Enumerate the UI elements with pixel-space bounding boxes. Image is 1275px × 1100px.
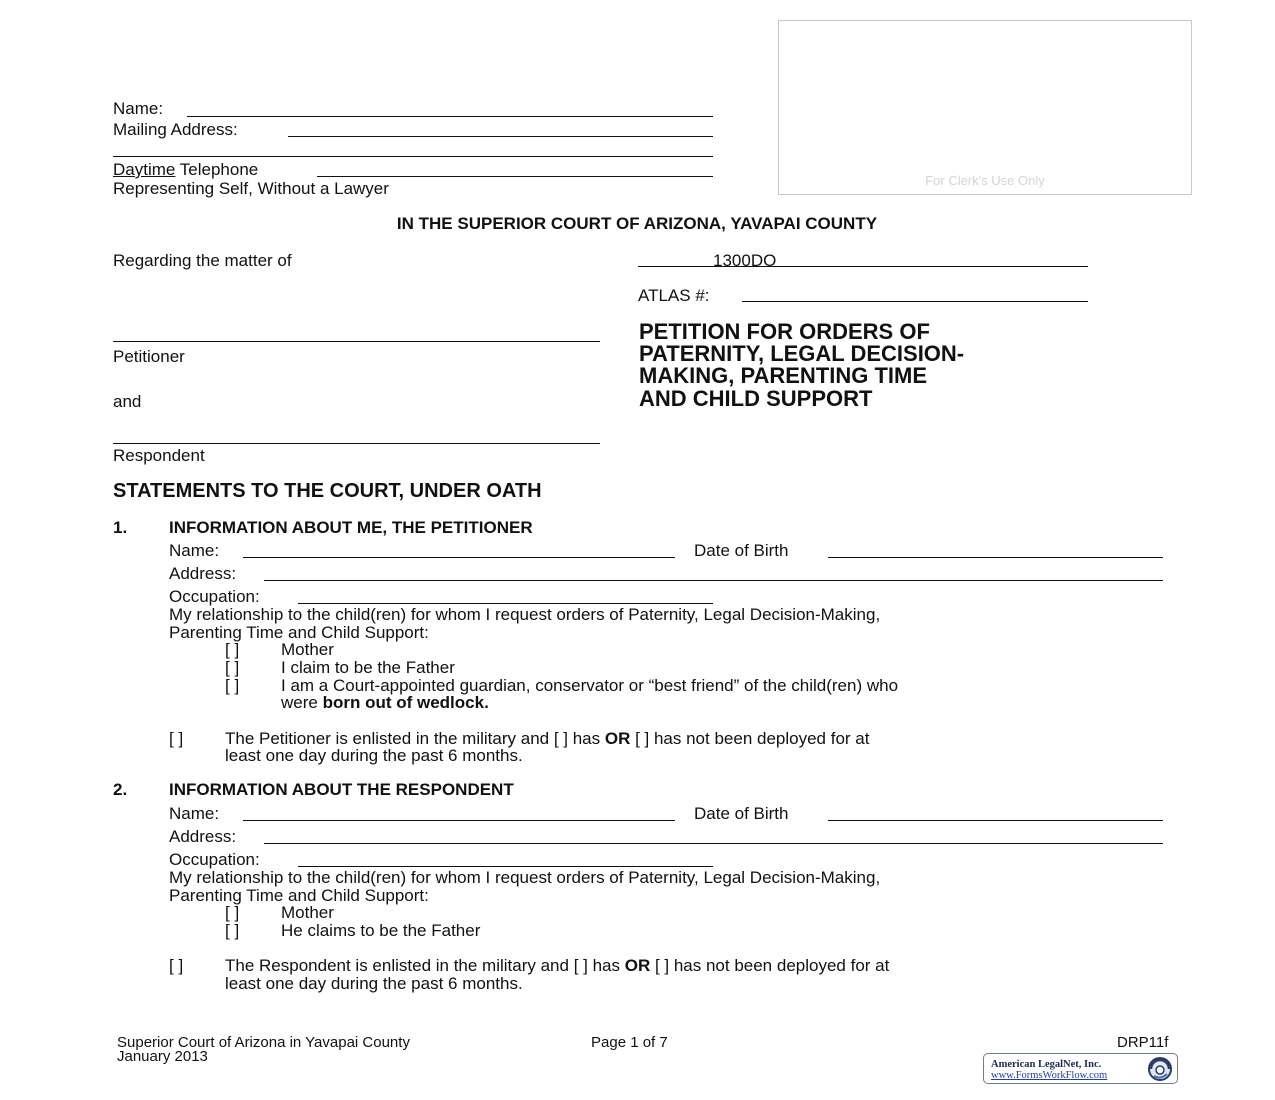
- respondent-dob-field[interactable]: [828, 820, 1163, 821]
- petitioner-name-label: Name:: [169, 541, 220, 560]
- petitioner-occupation-field[interactable]: [298, 603, 713, 604]
- respondent-address-label: Address:: [169, 827, 237, 846]
- footer-form-code: DRP11f: [1117, 1034, 1169, 1051]
- option-he-claims-father: He claims to be the Father: [281, 921, 481, 940]
- clerk-use-label: For Clerk's Use Only: [925, 173, 1045, 188]
- option-guardian: I am a Court-appointed guardian, conservator or “best friend” of the child(ren) who: [281, 676, 899, 695]
- petitioner-dob-field[interactable]: [828, 557, 1163, 558]
- petitioner-dob-label: Date of Birth: [694, 541, 789, 560]
- option-guardian-continuation: were born out of wedlock.: [281, 693, 489, 712]
- legalnet-globe-icon: [1147, 1056, 1173, 1082]
- petitioner-field[interactable]: [113, 341, 600, 342]
- and-label: and: [113, 392, 142, 411]
- section-1-heading: INFORMATION ABOUT ME, THE PETITIONER: [169, 518, 533, 537]
- court-title: IN THE SUPERIOR COURT OF ARIZONA, YAVAPAI COUNTY: [396, 214, 878, 233]
- checkbox-guardian[interactable]: [ ]: [225, 676, 240, 695]
- respondent-occupation-label: Occupation:: [169, 850, 260, 869]
- petitioner-address-field[interactable]: [264, 580, 1163, 581]
- petitioner-address-label: Address:: [169, 564, 237, 583]
- document-title-line-3: MAKING, PARENTING TIME: [639, 363, 928, 388]
- checkbox-respondent-military[interactable]: [ ]: [169, 956, 184, 975]
- document-title-line-2: PATERNITY, LEGAL DECISION-: [639, 341, 965, 366]
- checkbox-petitioner-military[interactable]: [ ]: [169, 729, 184, 748]
- daytime-telephone-label: Daytime Telephone: [113, 160, 259, 179]
- name-label: Name:: [113, 99, 164, 118]
- document-title-line-1: PETITION FOR ORDERS OF: [639, 319, 930, 344]
- telephone-field[interactable]: [317, 176, 713, 177]
- option-claim-father: I claim to be the Father: [281, 658, 455, 677]
- footer-date: January 2013: [117, 1048, 208, 1065]
- option-mother-petitioner: Mother: [281, 640, 334, 659]
- petitioner-relationship-line-2: Parenting Time and Child Support:: [169, 623, 429, 642]
- mailing-address-label: Mailing Address:: [113, 120, 238, 139]
- legalnet-url-link[interactable]: www.FormsWorkFlow.com: [991, 1070, 1108, 1081]
- option-mother-respondent: Mother: [281, 903, 334, 922]
- representing-self-text: Representing Self, Without a Lawyer: [113, 179, 389, 198]
- regarding-matter-label: Regarding the matter of: [113, 251, 292, 270]
- checkbox-claim-father[interactable]: [ ]: [225, 658, 240, 677]
- respondent-relationship-line-2: Parenting Time and Child Support:: [169, 886, 429, 905]
- case-number: 1300DO: [713, 251, 777, 270]
- section-2-heading: INFORMATION ABOUT THE RESPONDENT: [169, 780, 514, 799]
- document-title-line-4: AND CHILD SUPPORT: [639, 386, 873, 411]
- petitioner-military-text-2: least one day during the past 6 months.: [225, 746, 523, 765]
- checkbox-mother-petitioner[interactable]: [ ]: [225, 640, 240, 659]
- clerk-use-box: [778, 20, 1192, 195]
- american-legalnet-badge[interactable]: [983, 1053, 1178, 1084]
- petitioner-occupation-label: Occupation:: [169, 587, 260, 606]
- mailing-address-field[interactable]: [288, 136, 713, 137]
- footer-page-number: Page 1 of 7: [591, 1034, 668, 1051]
- mailing-address-field-2[interactable]: [113, 156, 713, 157]
- statements-heading: STATEMENTS TO THE COURT, UNDER OATH: [113, 480, 542, 502]
- respondent-label: Respondent: [113, 446, 205, 465]
- atlas-field[interactable]: [742, 301, 1088, 302]
- respondent-occupation-field[interactable]: [298, 866, 713, 867]
- respondent-name-label: Name:: [169, 804, 220, 823]
- respondent-military-text: The Respondent is enlisted in the military and [ ] has OR [ ] has not been deployed for at: [225, 956, 890, 975]
- footer-court: Superior Court of Arizona in Yavapai County: [117, 1034, 410, 1051]
- checkbox-he-claims-father[interactable]: [ ]: [225, 921, 240, 940]
- respondent-relationship-line-1: My relationship to the child(ren) for whom I request orders of Paternity, Legal Decision-Making,: [169, 868, 881, 887]
- section-1-number: 1.: [113, 518, 128, 537]
- name-field[interactable]: [187, 116, 713, 117]
- petitioner-relationship-line-1: My relationship to the child(ren) for whom I request orders of Paternity, Legal Decision-Making,: [169, 605, 881, 624]
- respondent-military-text-2: least one day during the past 6 months.: [225, 974, 523, 993]
- section-2-number: 2.: [113, 780, 128, 799]
- legalnet-company-name: American LegalNet, Inc.: [991, 1059, 1102, 1070]
- case-number-field[interactable]: [638, 266, 1088, 267]
- checkbox-mother-respondent[interactable]: [ ]: [225, 903, 240, 922]
- petitioner-military-text: The Petitioner is enlisted in the military and [ ] has OR [ ] has not been deployed for at: [225, 729, 870, 748]
- respondent-address-field[interactable]: [264, 843, 1163, 844]
- petitioner-label: Petitioner: [113, 347, 185, 366]
- respondent-name-field[interactable]: [243, 820, 675, 821]
- atlas-label: ATLAS #:: [638, 286, 710, 305]
- respondent-field[interactable]: [113, 443, 600, 444]
- petitioner-name-field[interactable]: [243, 557, 675, 558]
- respondent-dob-label: Date of Birth: [694, 804, 789, 823]
